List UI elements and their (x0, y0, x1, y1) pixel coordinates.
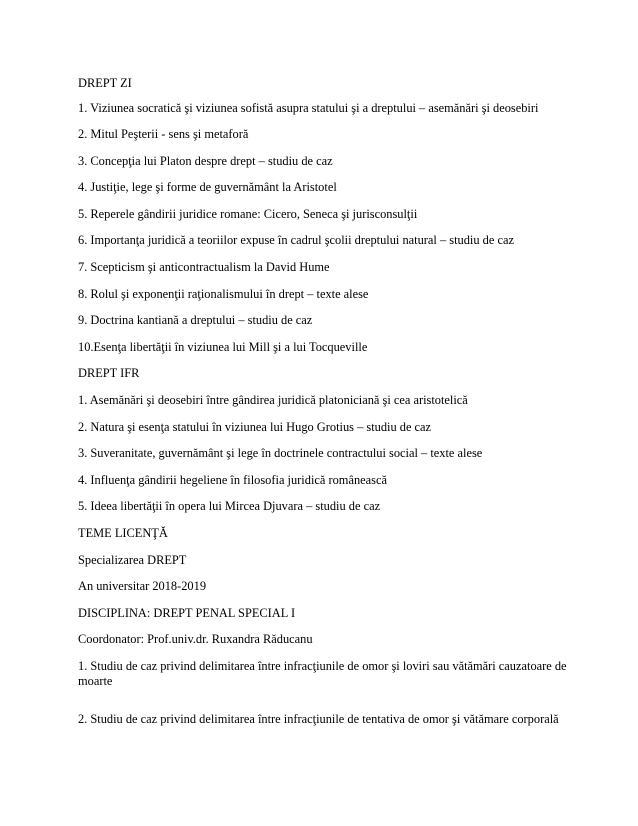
list-item: 2. Natura şi esenţa statului în viziunea lui Hugo Grotius – studiu de caz (78, 420, 432, 434)
list-item: 5. Ideea libertăţii în opera lui Mircea Djuvara – studiu de caz (78, 499, 381, 513)
list-item: 6. Importanţa juridică a teoriilor expuse în cadrul şcolii dreptului natural – studiu de caz (78, 233, 514, 247)
list-item: 4. Influenţa gândirii hegeliene în filosofia juridică românească (78, 473, 387, 487)
academic-year: An universitar 2018-2019 (78, 579, 207, 593)
list-item: 9. Doctrina kantiană a dreptului – studiu de caz (78, 313, 313, 327)
list-item: 2. Mitul Peşterii - sens şi metaforă (78, 127, 249, 141)
list-item: 1. Asemănări şi deosebiri între gândirea juridică platoniciană şi cea aristotelică (78, 393, 468, 407)
list-item: 5. Reperele gândirii juridice romane: Cicero, Seneca şi jurisconsulţii (78, 207, 418, 221)
coordinator: Coordonator: Prof.univ.dr. Ruxandra Răducanu (78, 632, 313, 646)
list-item: 10.Esenţa libertăţii în viziunea lui Mill şi a lui Tocqueville (78, 340, 368, 354)
list-item: 3. Suveranitate, guvernământ şi lege în doctrinele contractului social – texte alese (78, 446, 483, 460)
specialization-label: Specializarea DREPT (78, 553, 187, 567)
list-item: 2. Studiu de caz privind delimitarea între infracţiunile de tentativa de omor şi vătămare corporală (78, 712, 559, 726)
list-item: 1. Studiu de caz privind delimitarea între infracţiunile de omor şi loviri sau vătămări cauzatoare de moarte (78, 659, 567, 688)
list-item: 3. Concepţia lui Platon despre drept – studiu de caz (78, 154, 333, 168)
list-item: 1. Viziunea socratică şi viziunea sofistă asupra statului şi a dreptului – asemănări şi deosebiri (78, 101, 539, 115)
section-heading-teme-licenta: TEME LICENŢĂ (78, 526, 168, 540)
discipline-title: DISCIPLINA: DREPT PENAL SPECIAL I (78, 606, 296, 620)
list-item: 8. Rolul şi exponenţii raţionalismului în drept – texte alese (78, 287, 369, 301)
list-item: 4. Justiţie, lege şi forme de guvernământ la Aristotel (78, 180, 337, 194)
list-item: 7. Scepticism şi anticontractualism la David Hume (78, 260, 330, 274)
section-heading-drept-ifr: DREPT IFR (78, 366, 140, 380)
section-heading-drept-zi: DREPT ZI (78, 76, 132, 90)
